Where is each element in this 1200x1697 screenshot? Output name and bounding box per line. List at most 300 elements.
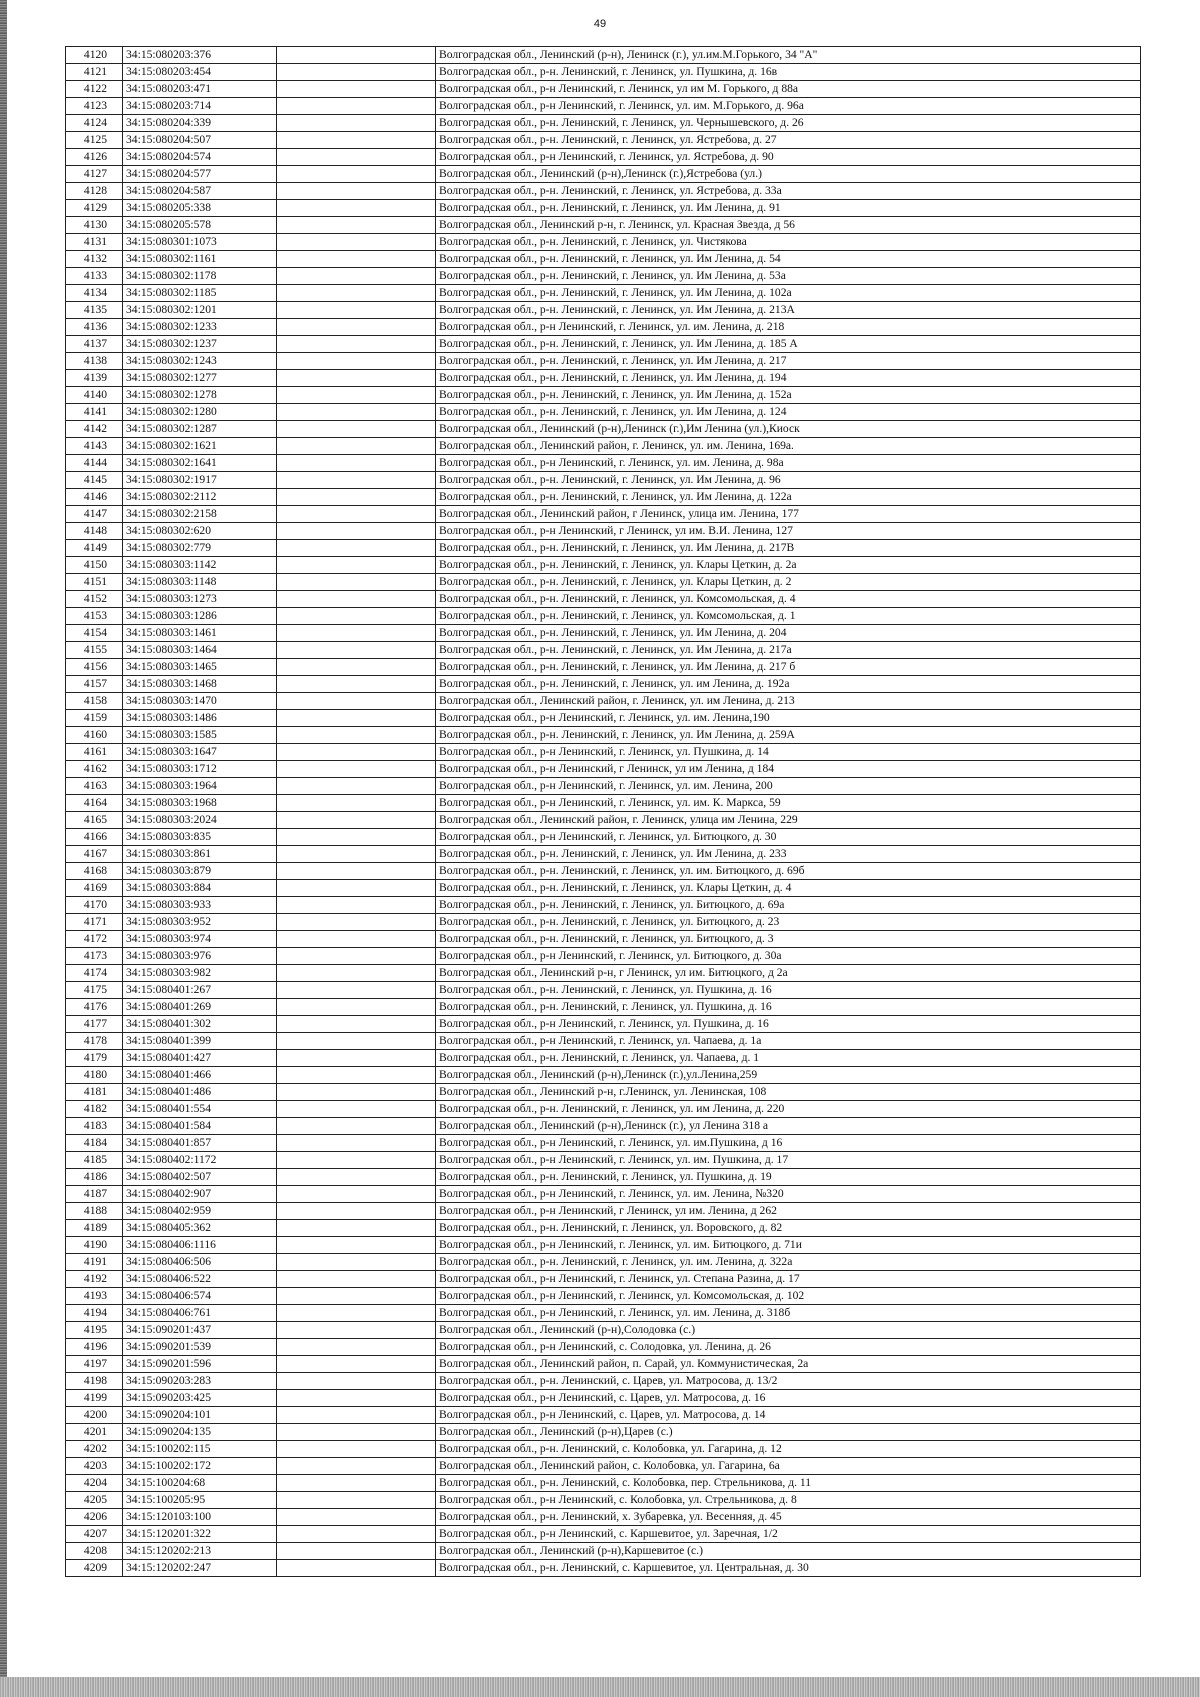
table-row [66, 727, 1141, 744]
address-cell: Волгоградская обл., Ленинский (р-н),Каршевитое (с.) [436, 1543, 1141, 1560]
address-cell: Волгоградская обл., р-н. Ленинский, г. Ленинск, ул. Им Ленина, д. 96 [436, 472, 1141, 489]
address-cell: Волгоградская обл., р-н. Ленинский, г. Ленинск, ул. Чапаева, д. 1 [436, 1050, 1141, 1067]
cadastral-number-cell: 34:15:080406:761 [123, 1305, 277, 1322]
empty-cell-cell [277, 897, 436, 914]
empty-cell-cell [277, 999, 436, 1016]
row-number-cell: 4173 [66, 948, 123, 965]
cadastral-number-cell: 34:15:090204:135 [123, 1424, 277, 1441]
cadastral-number-cell: 34:15:080205:578 [123, 217, 277, 234]
row-number-cell: 4179 [66, 1050, 123, 1067]
row-number-cell: 4126 [66, 149, 123, 166]
row-number-cell: 4183 [66, 1118, 123, 1135]
cadastral-number-cell: 34:15:080406:522 [123, 1271, 277, 1288]
table-row [66, 761, 1141, 778]
address-cell: Волгоградская обл., р-н. Ленинский, г. Ленинск, ул. Ястребова, д. 33а [436, 183, 1141, 200]
cadastral-number-cell: 34:15:080303:1647 [123, 744, 277, 761]
address-cell: Волгоградская обл., р-н. Ленинский, г. Ленинск, ул. Битюцкого, д. 23 [436, 914, 1141, 931]
empty-cell-cell [277, 1288, 436, 1305]
row-number-cell: 4139 [66, 370, 123, 387]
row-number-cell: 4205 [66, 1492, 123, 1509]
row-number-cell: 4166 [66, 829, 123, 846]
table-row [66, 1152, 1141, 1169]
table-row [66, 880, 1141, 897]
empty-cell-cell [277, 1543, 436, 1560]
table-row [66, 47, 1141, 64]
registry-body [66, 47, 1141, 1577]
table-row [66, 1424, 1141, 1441]
cadastral-number-cell: 34:15:080303:1464 [123, 642, 277, 659]
empty-cell-cell [277, 1254, 436, 1271]
address-cell: Волгоградская обл., р-н. Ленинский, г. Ленинск, ул. Им Ленина, д. 194 [436, 370, 1141, 387]
cadastral-number-cell: 34:15:080302:1277 [123, 370, 277, 387]
table-row [66, 965, 1141, 982]
table-row [66, 472, 1141, 489]
table-row [66, 268, 1141, 285]
empty-cell-cell [277, 506, 436, 523]
empty-cell-cell [277, 1084, 436, 1101]
empty-cell-cell [277, 1220, 436, 1237]
row-number-cell: 4153 [66, 608, 123, 625]
row-number-cell: 4132 [66, 251, 123, 268]
empty-cell-cell [277, 761, 436, 778]
cadastral-number-cell: 34:15:090204:101 [123, 1407, 277, 1424]
empty-cell-cell [277, 931, 436, 948]
empty-cell-cell [277, 200, 436, 217]
address-cell: Волгоградская обл., р-н. Ленинский, г. Ленинск, ул. Им Ленина, д. 53а [436, 268, 1141, 285]
empty-cell-cell [277, 64, 436, 81]
table-row [66, 64, 1141, 81]
row-number-cell: 4202 [66, 1441, 123, 1458]
cadastral-number-cell: 34:15:080406:506 [123, 1254, 277, 1271]
row-number-cell: 4195 [66, 1322, 123, 1339]
empty-cell-cell [277, 149, 436, 166]
address-cell: Волгоградская обл., Ленинский (р-н),Ленинск (г.),ул.Ленина,259 [436, 1067, 1141, 1084]
row-number-cell: 4156 [66, 659, 123, 676]
row-number-cell: 4147 [66, 506, 123, 523]
address-cell: Волгоградская обл., р-н. Ленинский, г. Ленинск, ул. Чистякова [436, 234, 1141, 251]
cadastral-number-cell: 34:15:080302:779 [123, 540, 277, 557]
address-cell: Волгоградская обл., Ленинский район, г. Ленинск, ул. им. Ленина, 169а. [436, 438, 1141, 455]
row-number-cell: 4127 [66, 166, 123, 183]
address-cell: Волгоградская обл., р-н Ленинский, г. Ленинск, ул. Битюцкого, д. 30 [436, 829, 1141, 846]
address-cell: Волгоградская обл., р-н. Ленинский, г. Ленинск, ул. Клары Цеткин, д. 2а [436, 557, 1141, 574]
row-number-cell: 4121 [66, 64, 123, 81]
cadastral-number-cell: 34:15:090203:283 [123, 1373, 277, 1390]
cadastral-number-cell: 34:15:080302:1917 [123, 472, 277, 489]
row-number-cell: 4130 [66, 217, 123, 234]
address-cell: Волгоградская обл., Ленинский р-н, г Ленинск, ул им. Битюцкого, д 2а [436, 965, 1141, 982]
table-row [66, 1356, 1141, 1373]
row-number-cell: 4178 [66, 1033, 123, 1050]
address-cell: Волгоградская обл., р-н Ленинский, г. Ленинск, ул. им. Ленина, д. 98а [436, 455, 1141, 472]
row-number-cell: 4124 [66, 115, 123, 132]
address-cell: Волгоградская обл., р-н Ленинский, г Ленинск, ул им Ленина, д 184 [436, 761, 1141, 778]
empty-cell-cell [277, 166, 436, 183]
empty-cell-cell [277, 183, 436, 200]
row-number-cell: 4123 [66, 98, 123, 115]
address-cell: Волгоградская обл., р-н. Ленинский, г. Ленинск, ул. Им Ленина, д. 217а [436, 642, 1141, 659]
row-number-cell: 4128 [66, 183, 123, 200]
empty-cell-cell [277, 1067, 436, 1084]
row-number-cell: 4172 [66, 931, 123, 948]
address-cell: Волгоградская обл., Ленинский (р-н),Солодовка (с.) [436, 1322, 1141, 1339]
empty-cell-cell [277, 1305, 436, 1322]
address-cell: Волгоградская обл., р-н. Ленинский, г. Ленинск, ул. Им Ленина, д. 152а [436, 387, 1141, 404]
address-cell: Волгоградская обл., р-н. Ленинский, г. Ленинск, ул. Пушкина, д. 19 [436, 1169, 1141, 1186]
cadastral-number-cell: 34:15:080302:1641 [123, 455, 277, 472]
table-row [66, 1509, 1141, 1526]
cadastral-number-cell: 34:15:080303:884 [123, 880, 277, 897]
address-cell: Волгоградская обл., р-н. Ленинский, с. Каршевитое, ул. Центральная, д. 30 [436, 1560, 1141, 1577]
row-number-cell: 4150 [66, 557, 123, 574]
table-row [66, 999, 1141, 1016]
table-row [66, 795, 1141, 812]
cadastral-number-cell: 34:15:090201:437 [123, 1322, 277, 1339]
row-number-cell: 4185 [66, 1152, 123, 1169]
address-cell: Волгоградская обл., р-н. Ленинский, г. Ленинск, ул. Битюцкого, д. 69а [436, 897, 1141, 914]
table-row [66, 1203, 1141, 1220]
row-number-cell: 4136 [66, 319, 123, 336]
cadastral-number-cell: 34:15:080302:1243 [123, 353, 277, 370]
empty-cell-cell [277, 234, 436, 251]
registry-table [65, 46, 1141, 1577]
row-number-cell: 4197 [66, 1356, 123, 1373]
row-number-cell: 4144 [66, 455, 123, 472]
address-cell: Волгоградская обл., р-н Ленинский, г. Ленинск, ул. им. Ленина, №320 [436, 1186, 1141, 1203]
empty-cell-cell [277, 1237, 436, 1254]
row-number-cell: 4193 [66, 1288, 123, 1305]
address-cell: Волгоградская обл., р-н Ленинский, г. Ленинск, ул. им. Битюцкого, д. 71и [436, 1237, 1141, 1254]
row-number-cell: 4141 [66, 404, 123, 421]
row-number-cell: 4160 [66, 727, 123, 744]
cadastral-number-cell: 34:15:100202:172 [123, 1458, 277, 1475]
cadastral-number-cell: 34:15:080303:933 [123, 897, 277, 914]
cadastral-number-cell: 34:15:080302:1178 [123, 268, 277, 285]
row-number-cell: 4188 [66, 1203, 123, 1220]
table-row [66, 319, 1141, 336]
row-number-cell: 4134 [66, 285, 123, 302]
table-row [66, 1526, 1141, 1543]
table-row [66, 1560, 1141, 1577]
table-row [66, 1543, 1141, 1560]
address-cell: Волгоградская обл., р-н. Ленинский, г. Ленинск, ул. Им Ленина, д. 124 [436, 404, 1141, 421]
row-number-cell: 4122 [66, 81, 123, 98]
cadastral-number-cell: 34:15:080302:1278 [123, 387, 277, 404]
cadastral-number-cell: 34:15:090201:596 [123, 1356, 277, 1373]
cadastral-number-cell: 34:15:080302:1287 [123, 421, 277, 438]
address-cell: Волгоградская обл., р-н Ленинский, г. Ленинск, ул. им. Ленина, д. 218 [436, 319, 1141, 336]
row-number-cell: 4184 [66, 1135, 123, 1152]
address-cell: Волгоградская обл., Ленинский район, г. Ленинск, ул. им Ленина, д. 213 [436, 693, 1141, 710]
empty-cell-cell [277, 1441, 436, 1458]
table-row [66, 931, 1141, 948]
table-row [66, 1458, 1141, 1475]
row-number-cell: 4151 [66, 574, 123, 591]
table-row [66, 1475, 1141, 1492]
row-number-cell: 4164 [66, 795, 123, 812]
table-row [66, 1101, 1141, 1118]
cadastral-number-cell: 34:15:080303:835 [123, 829, 277, 846]
address-cell: Волгоградская обл., р-н. Ленинский, х. Зубаревка, ул. Весенняя, д. 45 [436, 1509, 1141, 1526]
row-number-cell: 4145 [66, 472, 123, 489]
empty-cell-cell [277, 387, 436, 404]
row-number-cell: 4204 [66, 1475, 123, 1492]
table-row [66, 98, 1141, 115]
empty-cell-cell [277, 1407, 436, 1424]
empty-cell-cell [277, 778, 436, 795]
cadastral-number-cell: 34:15:080303:1470 [123, 693, 277, 710]
row-number-cell: 4143 [66, 438, 123, 455]
table-row [66, 1441, 1141, 1458]
address-cell: Волгоградская обл., р-н. Ленинский, г. Ленинск, ул. Им Ленина, д. 217В [436, 540, 1141, 557]
address-cell: Волгоградская обл., р-н. Ленинский, г. Ленинск, ул. Им Ленина, д. 102а [436, 285, 1141, 302]
cadastral-number-cell: 34:15:100205:95 [123, 1492, 277, 1509]
address-cell: Волгоградская обл., р-н. Ленинский, г. Ленинск, ул. Пушкина, д. 16в [436, 64, 1141, 81]
address-cell: Волгоградская обл., р-н Ленинский, г Ленинск, ул им. Ленина, д 262 [436, 1203, 1141, 1220]
empty-cell-cell [277, 795, 436, 812]
empty-cell-cell [277, 1203, 436, 1220]
empty-cell-cell [277, 98, 436, 115]
address-cell: Волгоградская обл., р-н Ленинский, г. Ленинск, ул. им. Пушкина, д. 17 [436, 1152, 1141, 1169]
address-cell: Волгоградская обл., р-н. Ленинский, г. Ленинск, ул. Им Ленина, д. 204 [436, 625, 1141, 642]
empty-cell-cell [277, 1475, 436, 1492]
empty-cell-cell [277, 455, 436, 472]
address-cell: Волгоградская обл., р-н. Ленинский, г. Ленинск, ул. Чернышевского, д. 26 [436, 115, 1141, 132]
table-row [66, 285, 1141, 302]
cadastral-number-cell: 34:15:080203:454 [123, 64, 277, 81]
cadastral-number-cell: 34:15:080401:269 [123, 999, 277, 1016]
address-cell: Волгоградская обл., Ленинский р-н, г.Ленинск, ул. Ленинская, 108 [436, 1084, 1141, 1101]
address-cell: Волгоградская обл., р-н. Ленинский, г. Ленинск, ул. Ястребова, д. 27 [436, 132, 1141, 149]
row-number-cell: 4138 [66, 353, 123, 370]
row-number-cell: 4169 [66, 880, 123, 897]
empty-cell-cell [277, 1152, 436, 1169]
address-cell: Волгоградская обл., Ленинский (р-н),Царев (с.) [436, 1424, 1141, 1441]
row-number-cell: 4208 [66, 1543, 123, 1560]
row-number-cell: 4161 [66, 744, 123, 761]
empty-cell-cell [277, 217, 436, 234]
cadastral-number-cell: 34:15:100204:68 [123, 1475, 277, 1492]
address-cell: Волгоградская обл., Ленинский р-н, г. Ленинск, ул. Красная Звезда, д 56 [436, 217, 1141, 234]
empty-cell-cell [277, 608, 436, 625]
address-cell: Волгоградская обл., р-н Ленинский, г. Ленинск, ул им М. Горького, д 88а [436, 81, 1141, 98]
address-cell: Волгоградская обл., р-н. Ленинский, с. Колобовка, пер. Стрельникова, д. 11 [436, 1475, 1141, 1492]
cadastral-number-cell: 34:15:080401:554 [123, 1101, 277, 1118]
empty-cell-cell [277, 982, 436, 999]
address-cell: Волгоградская обл., р-н Ленинский, г. Ленинск, ул. Битюцкого, д. 30а [436, 948, 1141, 965]
cadastral-number-cell: 34:15:080302:1621 [123, 438, 277, 455]
address-cell: Волгоградская обл., р-н. Ленинский, г. Ленинск, ул. Им Ленина, д. 213А [436, 302, 1141, 319]
table-row [66, 574, 1141, 591]
empty-cell-cell [277, 948, 436, 965]
row-number-cell: 4171 [66, 914, 123, 931]
row-number-cell: 4191 [66, 1254, 123, 1271]
empty-cell-cell [277, 676, 436, 693]
cadastral-number-cell: 34:15:080303:974 [123, 931, 277, 948]
empty-cell-cell [277, 302, 436, 319]
address-cell: Волгоградская обл., Ленинский район, с. Колобовка, ул. Гагарина, 6а [436, 1458, 1141, 1475]
row-number-cell: 4186 [66, 1169, 123, 1186]
empty-cell-cell [277, 880, 436, 897]
cadastral-number-cell: 34:15:090203:425 [123, 1390, 277, 1407]
table-row [66, 370, 1141, 387]
table-row [66, 438, 1141, 455]
empty-cell-cell [277, 1356, 436, 1373]
empty-cell-cell [277, 557, 436, 574]
table-row [66, 1407, 1141, 1424]
table-row [66, 710, 1141, 727]
table-row [66, 591, 1141, 608]
cadastral-number-cell: 34:15:080401:427 [123, 1050, 277, 1067]
row-number-cell: 4209 [66, 1560, 123, 1577]
address-cell: Волгоградская обл., р-н Ленинский, г. Ленинск, ул. Комсомольская, д. 102 [436, 1288, 1141, 1305]
cadastral-number-cell: 34:15:080303:1461 [123, 625, 277, 642]
row-number-cell: 4187 [66, 1186, 123, 1203]
empty-cell-cell [277, 523, 436, 540]
empty-cell-cell [277, 268, 436, 285]
address-cell: Волгоградская обл., Ленинский (р-н), Ленинск (г.), ул.им.М.Горького, 34 "А" [436, 47, 1141, 64]
cadastral-number-cell: 34:15:080401:857 [123, 1135, 277, 1152]
cadastral-number-cell: 34:15:080303:1468 [123, 676, 277, 693]
row-number-cell: 4200 [66, 1407, 123, 1424]
empty-cell-cell [277, 404, 436, 421]
table-row [66, 183, 1141, 200]
address-cell: Волгоградская обл., р-н. Ленинский, г. Ленинск, ул. Воровского, д. 82 [436, 1220, 1141, 1237]
table-row [66, 1373, 1141, 1390]
row-number-cell: 4142 [66, 421, 123, 438]
address-cell: Волгоградская обл., р-н Ленинский, г. Ленинск, ул. Пушкина, д. 16 [436, 1016, 1141, 1033]
empty-cell-cell [277, 319, 436, 336]
address-cell: Волгоградская обл., р-н. Ленинский, г. Ленинск, ул. Пушкина, д. 16 [436, 999, 1141, 1016]
table-row [66, 234, 1141, 251]
table-row [66, 863, 1141, 880]
empty-cell-cell [277, 336, 436, 353]
table-row [66, 1016, 1141, 1033]
table-row [66, 829, 1141, 846]
cadastral-number-cell: 34:15:080406:1116 [123, 1237, 277, 1254]
empty-cell-cell [277, 1492, 436, 1509]
row-number-cell: 4135 [66, 302, 123, 319]
cadastral-number-cell: 34:15:080303:861 [123, 846, 277, 863]
empty-cell-cell [277, 710, 436, 727]
table-row [66, 982, 1141, 999]
cadastral-number-cell: 34:15:080401:486 [123, 1084, 277, 1101]
table-row [66, 81, 1141, 98]
row-number-cell: 4177 [66, 1016, 123, 1033]
table-row [66, 1288, 1141, 1305]
table-row [66, 336, 1141, 353]
address-cell: Волгоградская обл., Ленинский район, г Ленинск, улица им. Ленина, 177 [436, 506, 1141, 523]
row-number-cell: 4206 [66, 1509, 123, 1526]
table-row [66, 115, 1141, 132]
address-cell: Волгоградская обл., р-н. Ленинский, г. Ленинск, ул. Им Ленина, д. 259А [436, 727, 1141, 744]
cadastral-number-cell: 34:15:080401:399 [123, 1033, 277, 1050]
cadastral-number-cell: 34:15:100202:115 [123, 1441, 277, 1458]
table-row [66, 1033, 1141, 1050]
table-row [66, 523, 1141, 540]
table-row [66, 1237, 1141, 1254]
table-row [66, 1390, 1141, 1407]
empty-cell-cell [277, 744, 436, 761]
cadastral-number-cell: 34:15:080302:620 [123, 523, 277, 540]
row-number-cell: 4203 [66, 1458, 123, 1475]
cadastral-number-cell: 34:15:080204:587 [123, 183, 277, 200]
address-cell: Волгоградская обл., р-н Ленинский, г. Ленинск, ул. Чапаева, д. 1а [436, 1033, 1141, 1050]
table-row [66, 455, 1141, 472]
empty-cell-cell [277, 914, 436, 931]
cadastral-number-cell: 34:15:080303:952 [123, 914, 277, 931]
table-row [66, 132, 1141, 149]
row-number-cell: 4168 [66, 863, 123, 880]
table-row [66, 404, 1141, 421]
table-row [66, 1322, 1141, 1339]
empty-cell-cell [277, 1101, 436, 1118]
empty-cell-cell [277, 251, 436, 268]
table-row [66, 846, 1141, 863]
table-row [66, 1271, 1141, 1288]
empty-cell-cell [277, 1169, 436, 1186]
table-row [66, 1067, 1141, 1084]
row-number-cell: 4165 [66, 812, 123, 829]
empty-cell-cell [277, 965, 436, 982]
row-number-cell: 4174 [66, 965, 123, 982]
cadastral-number-cell: 34:15:120201:322 [123, 1526, 277, 1543]
row-number-cell: 4157 [66, 676, 123, 693]
empty-cell-cell [277, 1509, 436, 1526]
address-cell: Волгоградская обл., р-н Ленинский, г. Ленинск, ул. Пушкина, д. 14 [436, 744, 1141, 761]
row-number-cell: 4181 [66, 1084, 123, 1101]
empty-cell-cell [277, 540, 436, 557]
table-row [66, 659, 1141, 676]
table-row [66, 676, 1141, 693]
address-cell: Волгоградская обл., р-н. Ленинский, г. Ленинск, ул. им Ленина, д. 192а [436, 676, 1141, 693]
cadastral-number-cell: 34:15:080401:267 [123, 982, 277, 999]
table-row [66, 421, 1141, 438]
row-number-cell: 4131 [66, 234, 123, 251]
empty-cell-cell [277, 81, 436, 98]
empty-cell-cell [277, 1322, 436, 1339]
address-cell: Волгоградская обл., р-н. Ленинский, г. Ленинск, ул. Им Ленина, д. 217 [436, 353, 1141, 370]
empty-cell-cell [277, 829, 436, 846]
row-number-cell: 4192 [66, 1271, 123, 1288]
table-row [66, 812, 1141, 829]
cadastral-number-cell: 34:15:080303:1148 [123, 574, 277, 591]
table-row [66, 642, 1141, 659]
empty-cell-cell [277, 727, 436, 744]
cadastral-number-cell: 34:15:080402:1172 [123, 1152, 277, 1169]
address-cell: Волгоградская обл., р-н Ленинский, г. Ленинск, ул. им. К. Маркса, 59 [436, 795, 1141, 812]
table-row [66, 353, 1141, 370]
address-cell: Волгоградская обл., р-н Ленинский, г. Ленинск, ул. им.Пушкина, д 16 [436, 1135, 1141, 1152]
cadastral-number-cell: 34:15:080303:1286 [123, 608, 277, 625]
empty-cell-cell [277, 1271, 436, 1288]
empty-cell-cell [277, 812, 436, 829]
address-cell: Волгоградская обл., р-н Ленинский, г. Ленинск, ул. им. Ленина,190 [436, 710, 1141, 727]
table-row [66, 302, 1141, 319]
empty-cell-cell [277, 1526, 436, 1543]
cadastral-number-cell: 34:15:080401:466 [123, 1067, 277, 1084]
row-number-cell: 4125 [66, 132, 123, 149]
cadastral-number-cell: 34:15:080402:959 [123, 1203, 277, 1220]
table-row [66, 149, 1141, 166]
cadastral-number-cell: 34:15:080302:1161 [123, 251, 277, 268]
empty-cell-cell [277, 1016, 436, 1033]
cadastral-number-cell: 34:15:080303:1465 [123, 659, 277, 676]
scan-edge-bottom [0, 1677, 1200, 1697]
row-number-cell: 4190 [66, 1237, 123, 1254]
address-cell: Волгоградская обл., р-н. Ленинский, г. Ленинск, ул. им Ленина, д. 220 [436, 1101, 1141, 1118]
row-number-cell: 4158 [66, 693, 123, 710]
